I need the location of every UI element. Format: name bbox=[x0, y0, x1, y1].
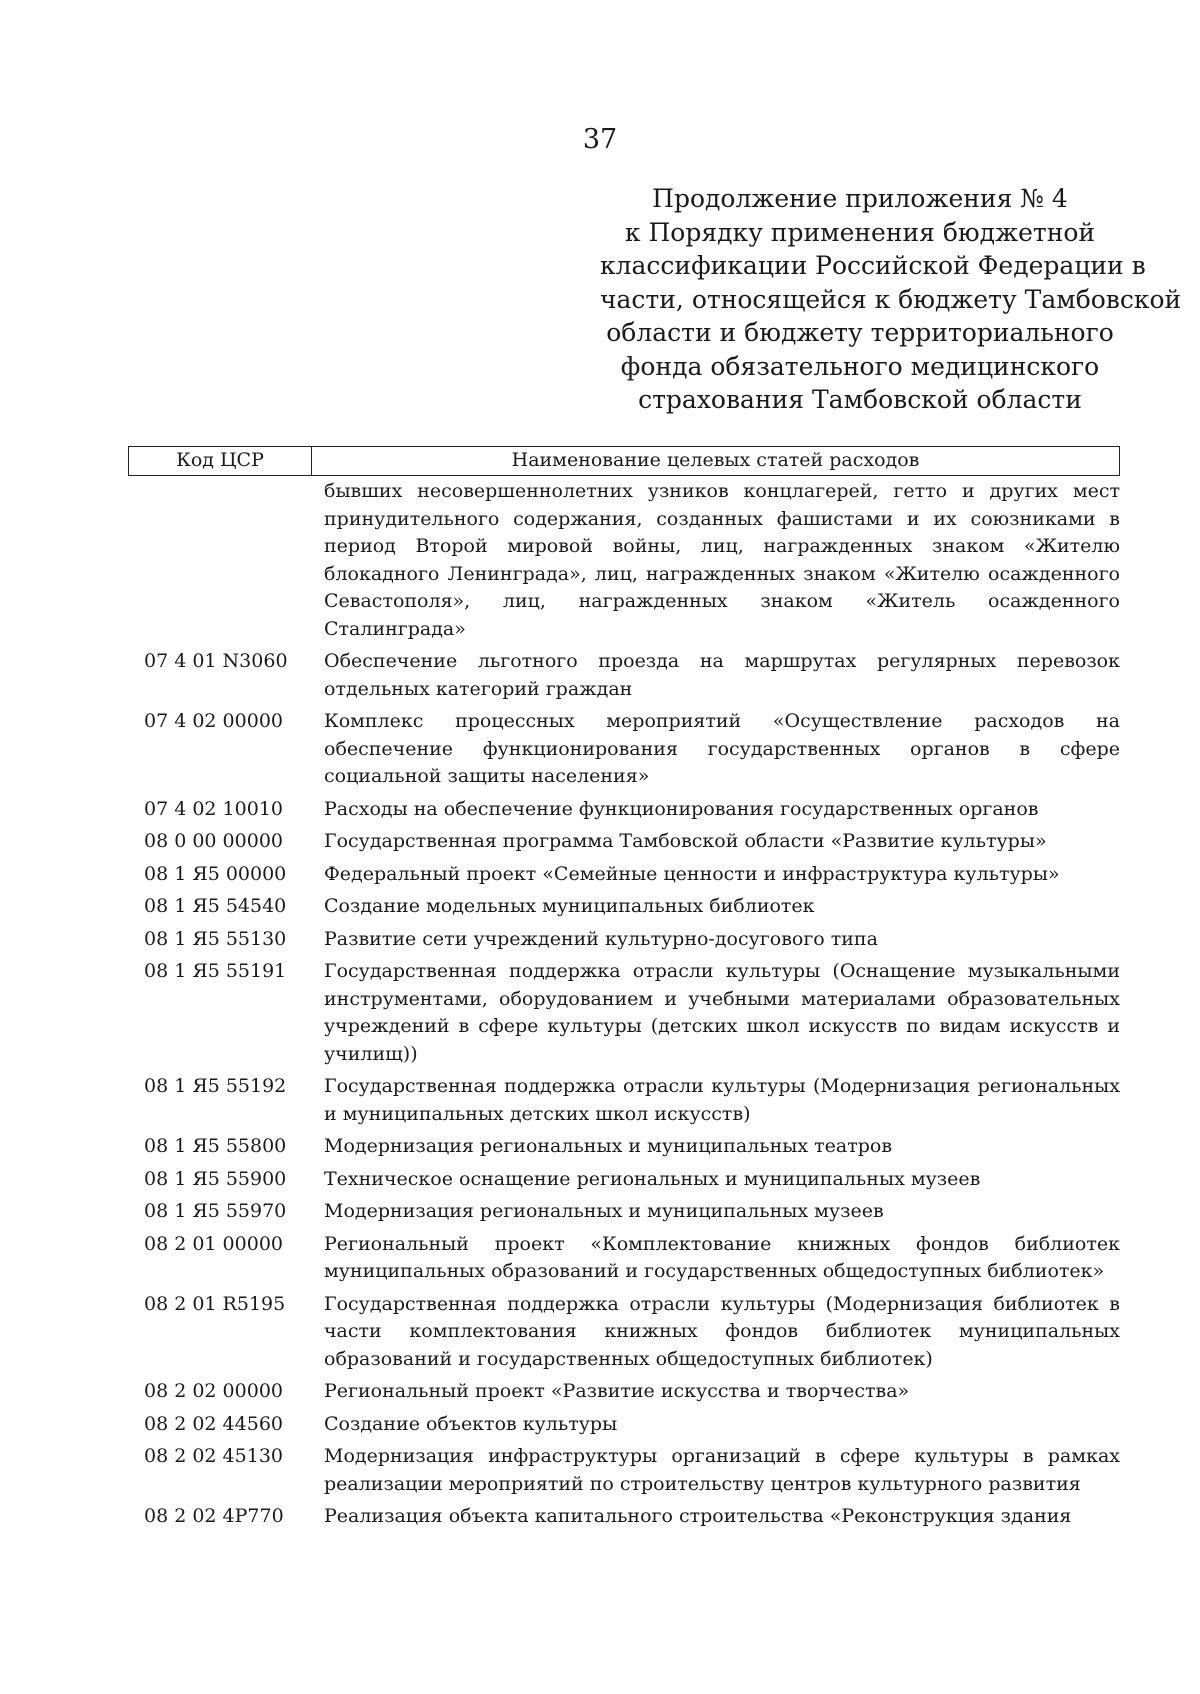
header-line: страхования Тамбовской области bbox=[638, 385, 1082, 414]
table-row bbox=[128, 861, 1120, 889]
row-code bbox=[128, 478, 310, 643]
row-name: Федеральный проект «Семейные ценности и инфраструктура культуры» bbox=[324, 862, 1060, 885]
table-row bbox=[128, 828, 1120, 856]
table-body bbox=[128, 478, 1120, 1531]
table-row bbox=[128, 1166, 1120, 1194]
page-number: 37 bbox=[582, 124, 618, 155]
row-code: 08 0 00 00000 bbox=[144, 830, 284, 852]
table-row bbox=[128, 1073, 1120, 1128]
row-name: Государственная программа Тамбовской области «Развитие культуры» bbox=[324, 830, 1047, 852]
row-code: 08 2 01 R5195 bbox=[144, 1292, 286, 1315]
row-code: 08 2 02 44560 bbox=[144, 1412, 284, 1435]
table-row bbox=[128, 1443, 1120, 1498]
table-header bbox=[128, 446, 1120, 476]
row-code: 08 1 Я5 55192 bbox=[144, 1075, 287, 1097]
row-code: 08 1 Я5 00000 bbox=[144, 862, 287, 885]
table-row bbox=[128, 893, 1120, 921]
row-code: 07 4 02 00000 bbox=[144, 710, 284, 732]
header-line: фонда обязательного медицинского bbox=[620, 351, 1100, 381]
row-code: 08 1 Я5 55191 bbox=[144, 960, 287, 982]
table-row bbox=[128, 1198, 1120, 1226]
row-name: Региональный проект «Комплектование книжных фондов библиотек муниципальных образований и государственных общедоступных библиотек» bbox=[324, 1232, 1120, 1282]
header-line: классификации Российской Федерации в bbox=[600, 251, 1146, 280]
row-name: Государственная поддержка отрасли культуры (Оснащение музыкальными инструментами, оборудованием и учебными материалами образовательных учреждений в сфере культуры (детских школ искусств по видам искусств и училищ)) bbox=[324, 960, 1120, 1065]
table-row bbox=[128, 958, 1120, 1068]
row-name: Государственная поддержка отрасли культуры (Модернизация библиотек в части комплектования книжных фондов библиотек муниципальных образований и государственных общедоступных библиотек) bbox=[324, 1292, 1120, 1370]
row-name: Развитие сети учреждений культурно-досугового типа bbox=[324, 927, 878, 950]
row-name: Создание объектов культуры bbox=[324, 1412, 618, 1435]
table-row bbox=[128, 1291, 1120, 1374]
appendix-header bbox=[600, 182, 1182, 417]
row-code: 08 2 02 45130 bbox=[144, 1445, 284, 1467]
header-line: области и бюджету территориального bbox=[606, 318, 1114, 347]
row-name: Региональный проект «Развитие искусства и творчества» bbox=[324, 1380, 910, 1402]
row-name: Реализация объекта капитального строительства «Реконструкция здания bbox=[324, 1505, 1072, 1527]
expense-items-table bbox=[128, 446, 1120, 1536]
row-name: бывших несовершеннолетних узников концлагерей, гетто и других мест принудительного содержания, созданных фашистами и их союзниками в период Второй мировой войны, лиц, награжденных знаком «Жителю блокадного Ленинграда», лиц, награжденных знаком «Жителю осажденного Севастополя», лиц, награжденных знаком «Житель осажденного Сталинграда» bbox=[324, 480, 1120, 640]
row-code: 08 1 Я5 55900 bbox=[144, 1167, 287, 1190]
row-code: 08 1 Я5 55970 bbox=[144, 1200, 287, 1222]
row-code: 08 2 01 00000 bbox=[144, 1232, 284, 1255]
row-code: 08 1 Я5 55800 bbox=[144, 1135, 287, 1157]
row-code: 08 1 Я5 54540 bbox=[144, 895, 287, 917]
row-name: Комплекс процессных мероприятий «Осуществление расходов на обеспечение функционирования государственных органов в сфере социальной защиты населения» bbox=[324, 710, 1120, 787]
row-code: 08 1 Я5 55130 bbox=[144, 927, 287, 950]
row-name: Техническое оснащение региональных и муниципальных музеев bbox=[324, 1167, 981, 1190]
row-name: Модернизация региональных и муниципальных музеев bbox=[324, 1200, 884, 1222]
row-name: Создание модельных муниципальных библиотек bbox=[324, 895, 815, 917]
header-line: к Порядку применения бюджетной bbox=[624, 217, 1096, 247]
row-code: 07 4 02 10010 bbox=[144, 797, 284, 820]
table-row bbox=[128, 1133, 1120, 1161]
column-header-name: Наименование целевых статей расходов bbox=[511, 449, 920, 471]
table-row bbox=[128, 796, 1120, 824]
header-line: части, относящейся к бюджету Тамбовской bbox=[600, 284, 1182, 314]
header-line: Продолжение приложения № 4 bbox=[652, 184, 1068, 213]
table-row bbox=[128, 926, 1120, 954]
table-row bbox=[128, 1411, 1120, 1439]
column-header-code: Код ЦСР bbox=[129, 447, 312, 475]
row-code: 08 2 02 4P770 bbox=[144, 1505, 284, 1527]
table-row bbox=[128, 708, 1120, 791]
row-name: Модернизация инфраструктуры организаций в сфере культуры в рамках реализации мероприятий по строительству центров культурного развития bbox=[324, 1445, 1120, 1495]
table-row bbox=[128, 1503, 1120, 1531]
row-code: 07 4 01 N3060 bbox=[144, 650, 288, 672]
table-row bbox=[128, 1378, 1120, 1406]
row-name: Модернизация региональных и муниципальных театров bbox=[324, 1135, 893, 1157]
row-name: Обеспечение льготного проезда на маршрутах регулярных перевозок отдельных категорий граждан bbox=[324, 650, 1120, 700]
row-name: Расходы на обеспечение функционирования государственных органов bbox=[324, 797, 1039, 820]
row-name: Государственная поддержка отрасли культуры (Модернизация региональных и муниципальных детских школ искусств) bbox=[324, 1075, 1120, 1125]
table-row bbox=[128, 1231, 1120, 1286]
row-code: 08 2 02 00000 bbox=[144, 1380, 284, 1402]
table-row bbox=[128, 648, 1120, 703]
table-row bbox=[128, 478, 1120, 643]
